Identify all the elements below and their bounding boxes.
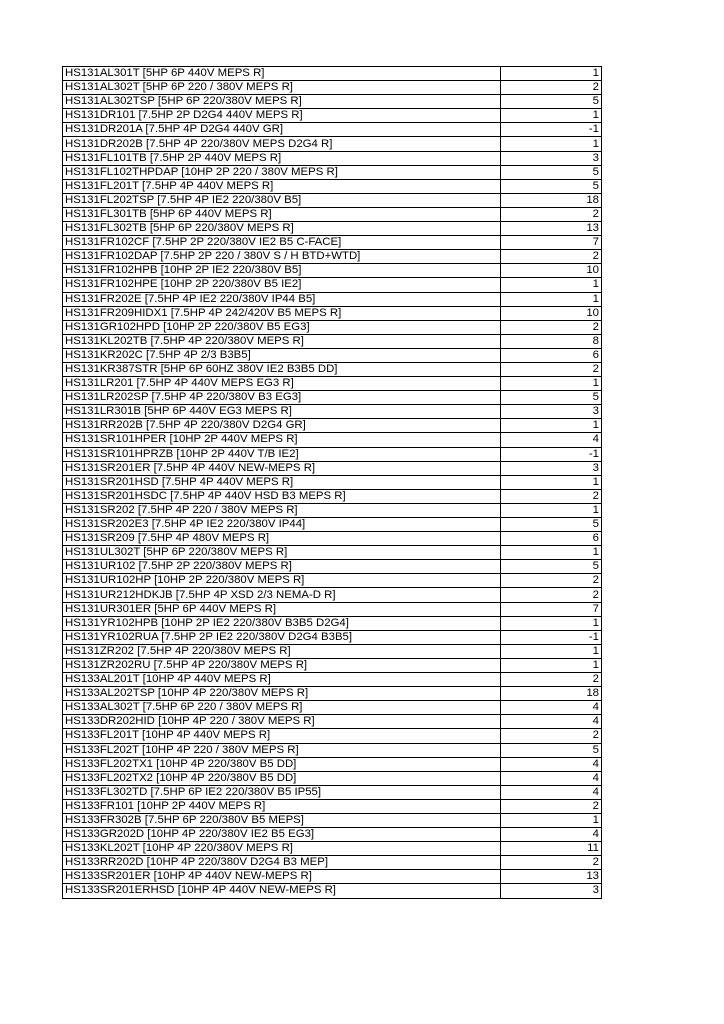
- item-description-cell: HS131KL202TB [7.5HP 4P 220/380V MEPS R]: [63, 334, 501, 348]
- quantity-cell: 18: [501, 687, 602, 701]
- table-row: [63, 588, 602, 602]
- item-description-cell: HS131FR202E [7.5HP 4P IE2 220/380V IP44 B5]: [63, 292, 501, 306]
- table-row: [63, 842, 602, 856]
- item-description-cell: HS131SR101HPER [10HP 2P 440V MEPS R]: [63, 433, 501, 447]
- quantity-cell: 3: [501, 884, 602, 898]
- item-description-cell: HS131LR201 [7.5HP 4P 440V MEPS EG3 R]: [63, 377, 501, 391]
- table-row: [63, 222, 602, 236]
- table-row: [63, 391, 602, 405]
- table-row: [63, 785, 602, 799]
- quantity-cell: 2: [501, 799, 602, 813]
- table-row: [63, 560, 602, 574]
- item-description-cell: HS131KR387STR [5HP 6P 60HZ 380V IE2 B3B5 DD]: [63, 362, 501, 376]
- quantity-cell: 1: [501, 813, 602, 827]
- table-row: [63, 461, 602, 475]
- item-description-cell: HS131AL301T [5HP 6P 440V MEPS R]: [63, 67, 501, 81]
- table-row: [63, 644, 602, 658]
- table-row: [63, 109, 602, 123]
- table-row: [63, 320, 602, 334]
- quantity-cell: 1: [501, 67, 602, 81]
- item-description-cell: HS133FL302TD [7.5HP 6P IE2 220/380V B5 IP55]: [63, 785, 501, 799]
- item-description-cell: HS133KL202T [10HP 4P 220/380V MEPS R]: [63, 842, 501, 856]
- item-description-cell: HS131RR202B [7.5HP 4P 220/380V D2G4 GR]: [63, 419, 501, 433]
- quantity-cell: 18: [501, 193, 602, 207]
- quantity-cell: 5: [501, 560, 602, 574]
- table-row: [63, 602, 602, 616]
- item-description-cell: HS131FL301TB [5HP 6P 440V MEPS R]: [63, 207, 501, 221]
- quantity-cell: 4: [501, 828, 602, 842]
- table-row: [63, 701, 602, 715]
- quantity-cell: 2: [501, 729, 602, 743]
- quantity-cell: 4: [501, 701, 602, 715]
- item-description-cell: HS131SR202 [7.5HP 4P 220 / 380V MEPS R]: [63, 503, 501, 517]
- item-description-cell: HS131YR102HPB [10HP 2P IE2 220/380V B3B5 D2G4]: [63, 616, 501, 630]
- quantity-cell: 7: [501, 602, 602, 616]
- item-description-cell: HS131SR201HSD [7.5HP 4P 440V MEPS R]: [63, 475, 501, 489]
- table-row: [63, 447, 602, 461]
- quantity-cell: 1: [501, 419, 602, 433]
- table-row: [63, 687, 602, 701]
- item-description-cell: HS131UL302T [5HP 6P 220/380V MEPS R]: [63, 546, 501, 560]
- quantity-cell: 13: [501, 222, 602, 236]
- item-description-cell: HS133FL202TX2 [10HP 4P 220/380V B5 DD]: [63, 771, 501, 785]
- table-row: [63, 67, 602, 81]
- quantity-cell: 1: [501, 475, 602, 489]
- item-description-cell: HS131SR201ER [7.5HP 4P 440V NEW-MEPS R]: [63, 461, 501, 475]
- table-row: [63, 419, 602, 433]
- table-row: [63, 771, 602, 785]
- item-description-cell: HS131SR101HPRZB [10HP 2P 440V T/B IE2]: [63, 447, 501, 461]
- item-description-cell: HS133FL201T [10HP 4P 440V MEPS R]: [63, 729, 501, 743]
- table-row: [63, 715, 602, 729]
- item-description-cell: HS133AL202TSP [10HP 4P 220/380V MEPS R]: [63, 687, 501, 701]
- item-description-cell: HS131FR102DAP [7.5HP 2P 220 / 380V S / H BTD+WTD]: [63, 250, 501, 264]
- table-row: [63, 799, 602, 813]
- table-row: [63, 475, 602, 489]
- table-row: [63, 574, 602, 588]
- item-description-cell: HS131FR102HPB [10HP 2P IE2 220/380V B5]: [63, 264, 501, 278]
- quantity-cell: -1: [501, 123, 602, 137]
- table-row: [63, 630, 602, 644]
- item-description-cell: HS133FL202T [10HP 4P 220 / 380V MEPS R]: [63, 743, 501, 757]
- item-description-cell: HS131AL302T [5HP 6P 220 / 380V MEPS R]: [63, 81, 501, 95]
- item-description-cell: HS131YR102RUA [7.5HP 2P IE2 220/380V D2G4 B3B5]: [63, 630, 501, 644]
- item-description-cell: HS131FL101TB [7.5HP 2P 440V MEPS R]: [63, 151, 501, 165]
- quantity-cell: 2: [501, 856, 602, 870]
- item-description-cell: HS131LR301B [5HP 6P 440V EG3 MEPS R]: [63, 405, 501, 419]
- item-description-cell: HS131KR202C [7.5HP 4P 2/3 B3B5]: [63, 348, 501, 362]
- item-description-cell: HS131UR301ER [5HP 6P 440V MEPS R]: [63, 602, 501, 616]
- table-row: [63, 95, 602, 109]
- table-row: [63, 813, 602, 827]
- quantity-cell: 5: [501, 95, 602, 109]
- quantity-cell: 6: [501, 348, 602, 362]
- table-row: [63, 306, 602, 320]
- item-description-cell: HS133SR201ERHSD [10HP 4P 440V NEW-MEPS R]: [63, 884, 501, 898]
- inventory-table: [62, 66, 602, 899]
- quantity-cell: 1: [501, 292, 602, 306]
- quantity-cell: 5: [501, 518, 602, 532]
- quantity-cell: 1: [501, 616, 602, 630]
- item-description-cell: HS133SR201ER [10HP 4P 440V NEW-MEPS R]: [63, 870, 501, 884]
- item-description-cell: HS131SR202E3 [7.5HP 4P IE2 220/380V IP44]: [63, 518, 501, 532]
- item-description-cell: HS133AL201T [10HP 4P 440V MEPS R]: [63, 673, 501, 687]
- item-description-cell: HS131ZR202RU [7.5HP 4P 220/380V MEPS R]: [63, 658, 501, 672]
- item-description-cell: HS131DR202B [7.5HP 4P 220/380V MEPS D2G4 R]: [63, 137, 501, 151]
- quantity-cell: 1: [501, 109, 602, 123]
- quantity-cell: 1: [501, 377, 602, 391]
- table-row: [63, 377, 602, 391]
- item-description-cell: HS131FR102HPE [10HP 2P 220/380V B5 IE2]: [63, 278, 501, 292]
- item-description-cell: HS131FL201T [7.5HP 4P 440V MEPS R]: [63, 179, 501, 193]
- quantity-cell: 13: [501, 870, 602, 884]
- quantity-cell: 7: [501, 236, 602, 250]
- quantity-cell: 10: [501, 264, 602, 278]
- quantity-cell: 5: [501, 391, 602, 405]
- table-row: [63, 616, 602, 630]
- table-row: [63, 236, 602, 250]
- item-description-cell: HS133FR302B [7.5HP 6P 220/380V B5 MEPS]: [63, 813, 501, 827]
- table-row: [63, 433, 602, 447]
- quantity-cell: 2: [501, 489, 602, 503]
- quantity-cell: 1: [501, 278, 602, 292]
- table-row: [63, 828, 602, 842]
- item-description-cell: HS133DR202HID [10HP 4P 220 / 380V MEPS R]: [63, 715, 501, 729]
- table-row: [63, 207, 602, 221]
- quantity-cell: 2: [501, 574, 602, 588]
- quantity-cell: 1: [501, 644, 602, 658]
- quantity-cell: 10: [501, 306, 602, 320]
- item-description-cell: HS133AL302T [7.5HP 6P 220 / 380V MEPS R]: [63, 701, 501, 715]
- item-description-cell: HS131SR201HSDC [7.5HP 4P 440V HSD B3 MEPS R]: [63, 489, 501, 503]
- quantity-cell: 2: [501, 250, 602, 264]
- quantity-cell: 4: [501, 771, 602, 785]
- item-description-cell: HS131UR102 [7.5HP 2P 220/380V MEPS R]: [63, 560, 501, 574]
- inventory-table-body: [63, 67, 602, 899]
- table-row: [63, 179, 602, 193]
- quantity-cell: 2: [501, 320, 602, 334]
- table-row: [63, 546, 602, 560]
- table-row: [63, 151, 602, 165]
- quantity-cell: 5: [501, 165, 602, 179]
- item-description-cell: HS131FR102CF [7.5HP 2P 220/380V IE2 B5 C-FACE]: [63, 236, 501, 250]
- table-row: [63, 518, 602, 532]
- item-description-cell: HS131FL202TSP [7.5HP 4P IE2 220/380V B5]: [63, 193, 501, 207]
- item-description-cell: HS131ZR202 [7.5HP 4P 220/380V MEPS R]: [63, 644, 501, 658]
- item-description-cell: HS131UR102HP [10HP 2P 220/380V MEPS R]: [63, 574, 501, 588]
- table-row: [63, 856, 602, 870]
- quantity-cell: 1: [501, 546, 602, 560]
- quantity-cell: 1: [501, 137, 602, 151]
- quantity-cell: 3: [501, 461, 602, 475]
- quantity-cell: -1: [501, 630, 602, 644]
- table-row: [63, 673, 602, 687]
- table-row: [63, 165, 602, 179]
- item-description-cell: HS131FL302TB [5HP 6P 220/380V MEPS R]: [63, 222, 501, 236]
- table-row: [63, 123, 602, 137]
- quantity-cell: 4: [501, 785, 602, 799]
- quantity-cell: 3: [501, 405, 602, 419]
- quantity-cell: 11: [501, 842, 602, 856]
- quantity-cell: 2: [501, 362, 602, 376]
- item-description-cell: HS131DR201A [7.5HP 4P D2G4 440V GR]: [63, 123, 501, 137]
- table-row: [63, 278, 602, 292]
- item-description-cell: HS131LR202SP [7.5HP 4P 220/380V B3 EG3]: [63, 391, 501, 405]
- quantity-cell: 4: [501, 757, 602, 771]
- table-row: [63, 503, 602, 517]
- item-description-cell: HS133FR101 [10HP 2P 440V MEPS R]: [63, 799, 501, 813]
- item-description-cell: HS133GR202D [10HP 4P 220/380V IE2 B5 EG3]: [63, 828, 501, 842]
- table-row: [63, 250, 602, 264]
- quantity-cell: 2: [501, 673, 602, 687]
- table-row: [63, 870, 602, 884]
- table-row: [63, 884, 602, 898]
- table-row: [63, 348, 602, 362]
- table-row: [63, 532, 602, 546]
- table-row: [63, 292, 602, 306]
- table-row: [63, 81, 602, 95]
- quantity-cell: 5: [501, 179, 602, 193]
- item-description-cell: HS133FL202TX1 [10HP 4P 220/380V B5 DD]: [63, 757, 501, 771]
- item-description-cell: HS131UR212HDKJB [7.5HP 4P XSD 2/3 NEMA-D R]: [63, 588, 501, 602]
- table-row: [63, 489, 602, 503]
- item-description-cell: HS131AL302TSP [5HP 6P 220/380V MEPS R]: [63, 95, 501, 109]
- table-row: [63, 743, 602, 757]
- quantity-cell: 2: [501, 588, 602, 602]
- quantity-cell: 2: [501, 207, 602, 221]
- quantity-cell: 3: [501, 151, 602, 165]
- quantity-cell: 6: [501, 532, 602, 546]
- table-row: [63, 757, 602, 771]
- item-description-cell: HS133RR202D [10HP 4P 220/380V D2G4 B3 MEP]: [63, 856, 501, 870]
- quantity-cell: 4: [501, 433, 602, 447]
- table-row: [63, 362, 602, 376]
- quantity-cell: 1: [501, 503, 602, 517]
- quantity-cell: 1: [501, 658, 602, 672]
- quantity-cell: -1: [501, 447, 602, 461]
- table-row: [63, 334, 602, 348]
- table-row: [63, 264, 602, 278]
- quantity-cell: 4: [501, 715, 602, 729]
- item-description-cell: HS131FL102THPDAP [10HP 2P 220 / 380V MEPS R]: [63, 165, 501, 179]
- quantity-cell: 2: [501, 81, 602, 95]
- inventory-sheet: [62, 66, 601, 899]
- table-row: [63, 137, 602, 151]
- table-row: [63, 405, 602, 419]
- item-description-cell: HS131SR209 [7.5HP 4P 480V MEPS R]: [63, 532, 501, 546]
- item-description-cell: HS131DR101 [7.5HP 2P D2G4 440V MEPS R]: [63, 109, 501, 123]
- table-row: [63, 658, 602, 672]
- table-row: [63, 193, 602, 207]
- item-description-cell: HS131FR209HIDX1 [7.5HP 4P 242/420V B5 MEPS R]: [63, 306, 501, 320]
- quantity-cell: 8: [501, 334, 602, 348]
- quantity-cell: 5: [501, 743, 602, 757]
- table-row: [63, 729, 602, 743]
- item-description-cell: HS131GR102HPD [10HP 2P 220/380V B5 EG3]: [63, 320, 501, 334]
